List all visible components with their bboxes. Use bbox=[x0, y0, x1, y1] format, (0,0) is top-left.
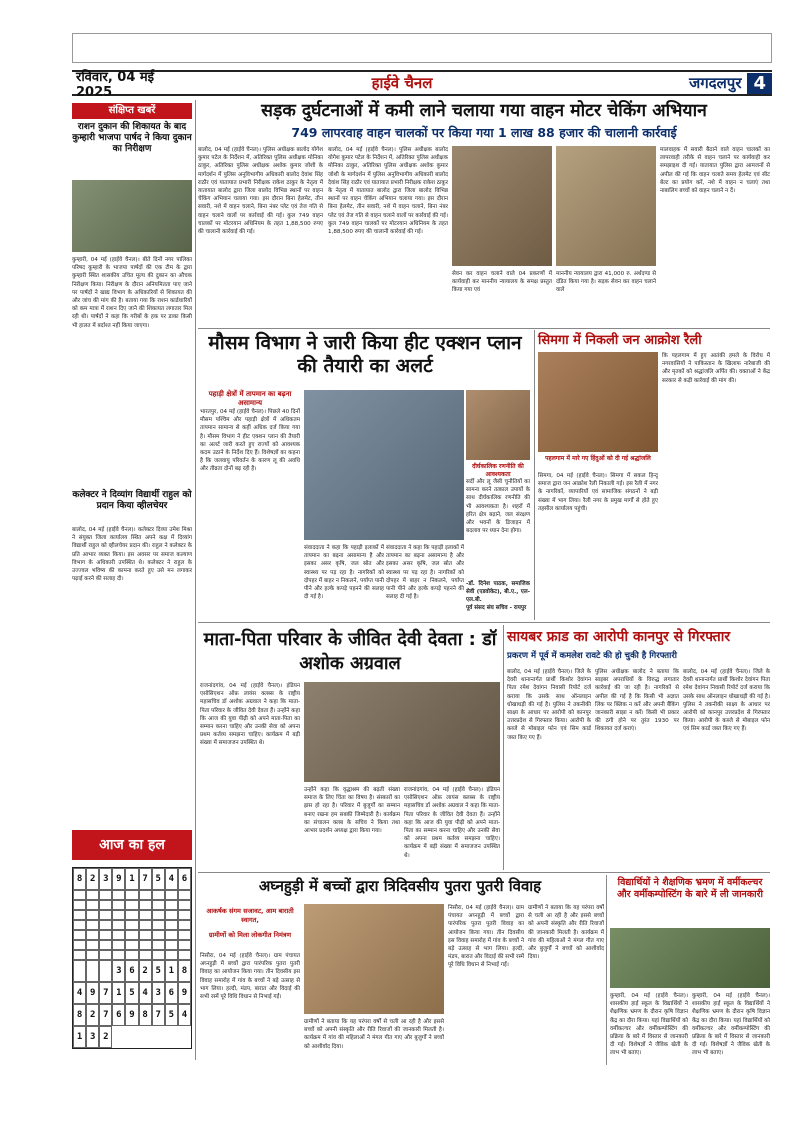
sudoku-cell bbox=[139, 920, 152, 930]
fraud-body-3: बालोद, 04 मई (हाईवे चैनल)। जिले के देवरी थानान्तर्गत प्रार्थी किशोर देवांगन पिता रमेश देवांगन निवासी रिपोर्ट दर्ज कराया कि उसके साथ ऑनलाइन धोखाधड़ी की गई है। पुलिस ने तकनीकी साक्ष्य के आधार पर आरोपी को कानपुर उत्तरप्रदेश से गिरफ्तार किया। आरोपी के कब्जे से मोबाइल फोन एवं सिम कार्ड जब्त किए गए हैं। bbox=[683, 669, 770, 733]
column-divider bbox=[606, 875, 607, 1065]
weather-byline-2: पूर्व संसद संघ सचिव - रायपुर bbox=[466, 605, 527, 611]
wedding-kicker-1: आकर्षक संगम सजावट, आम बाराती स्वागत, bbox=[206, 907, 294, 924]
sudoku-cell bbox=[178, 940, 191, 950]
page-number: 4 bbox=[747, 73, 772, 94]
issue-date: रविवार, 04 मई 2025 bbox=[76, 69, 155, 100]
sudoku-cell: 2 bbox=[139, 960, 152, 982]
sudoku-cell bbox=[139, 910, 152, 920]
sudoku-cell: 2 bbox=[99, 1026, 112, 1048]
sudoku-cell bbox=[152, 890, 165, 900]
sudoku-cell: 9 bbox=[125, 1004, 138, 1026]
sudoku-cell bbox=[73, 950, 86, 960]
sudoku-cell: 4 bbox=[73, 982, 86, 1004]
sudoku-cell bbox=[86, 920, 99, 930]
devi-body: राजनांदगांव, 04 मई (हाईवे चैनल)। इंडियन एसोसिएशन ऑफ़ लायंस क्लब्स के राष्ट्रीय महासचिव डॉ अशोक अग्रवाल ने कहा कि माता-पिता परिवार के जीवित देवी देवता हैं। उन्होंने कहा कि आज की युवा पीढ़ी को अपने माता-पिता का सम्मान करना चाहिए और उनकी सेवा को अपना प्रथम कर्तव्य समझना चाहिए। कार्यक्रम में बड़ी संख्या में समाजजन उपस्थित थे। bbox=[200, 683, 300, 747]
sudoku-cell: 2 bbox=[86, 1004, 99, 1026]
fraud-body: बालोद, 04 मई (हाईवे चैनल)। जिले के देवरी थानान्तर्गत प्रार्थी किशोर देवांगन पिता रमेश देवांगन निवासी रिपोर्ट दर्ज कराया कि उसके साथ ऑनलाइन धोखाधड़ी की गई है। पुलिस ने तकनीकी साक्ष्य के आधार पर आरोपी को कानपुर उत्तरप्रदेश से गिरफ्तार किया। आरोपी के कब्जे से मोबाइल फोन एवं सिम कार्ड जब्त किए गए हैं। bbox=[507, 669, 591, 741]
sudoku-cell bbox=[152, 920, 165, 930]
masthead bbox=[72, 69, 772, 100]
sudoku-cell bbox=[125, 900, 138, 910]
fraud-subheadline: प्रकरण में पूर्व में कमलेश रावटे की हो चुकी है गिरफ्तारी bbox=[507, 651, 677, 661]
sudoku-cell: 1 bbox=[125, 868, 138, 890]
sudoku-cell bbox=[178, 950, 191, 960]
weather-kicker: पहाड़ी क्षेत्रों में तापमान का बढ़ना असामान्य bbox=[208, 390, 292, 407]
sudoku-cell bbox=[112, 920, 125, 930]
sudoku-cell bbox=[165, 890, 178, 900]
weather-body-2: संवाददाता ने कहा कि पहाड़ी इलाकों में तापमान का बढ़ना असामान्य है और इसका असर कृषि, जल स्रोत और स्वास्थ्य पर पड़ रहा है। नागरिकों को दोपहर में बाहर न निकलने, पर्याप्त पानी पीने और हल्के कपड़े पहनने की सलाह दी गई है। bbox=[304, 545, 384, 601]
sudoku-cell: 3 bbox=[112, 960, 125, 982]
sudoku-cell: 8 bbox=[139, 1004, 152, 1026]
rally-headline: सिमगा में निकली जन आक्रोश रैली bbox=[538, 333, 702, 348]
sudoku-cell bbox=[125, 890, 138, 900]
sudoku-cell bbox=[152, 940, 165, 950]
devi-body-2: उन्होंने कहा कि वृद्धाश्रम की बढ़ती संख्या समाज के लिए चिंता का विषय है। संस्कारों का ह्रास हो रहा है। परिवार में बुजुर्गों का सम्मान बनाए रखना हम सबकी जिम्मेदारी है। कार्यक्रम का संचालन क्लब के सचिव ने किया तथा आभार प्रदर्शन अध्यक्ष द्वारा किया गया। bbox=[304, 787, 400, 835]
brief-text-1: कुम्हारी, 04 मई (हाईवे चैनल)। बीते दिनों नगर पालिका परिषद कुम्हारी के भाजपा पार्षदों की एक टीम के द्वारा कुम्हारी स्थित शासकीय उचित मूल्य की दुकान का औचक निरीक्षण किया। निरीक्षण के दौरान अनियमितता पाए जाने पर पार्षदों ने खाद्य विभाग के अधिकारियों से शिकायत की और जांच की मांग की है। बताया गया कि राशन कार्डधारियों को कम मात्रा में राशन दिए जाने की शिकायत लगातार मिल रही थी। पार्षदों ने कहा कि गरीबों के हक पर डाका किसी भी हालत में बर्दाश्त नहीं किया जाएगा। bbox=[72, 257, 192, 329]
sudoku-cell bbox=[99, 930, 112, 940]
sudoku-cell bbox=[139, 940, 152, 950]
students-body-2: कुम्हारी, 04 मई (हाईवे चैनल)। शासकीय हाई स्कूल के विद्यार्थियों ने शैक्षणिक भ्रमण के दौरान कृषि विज्ञान केंद्र का दौरा किया। यहां विद्यार्थियों को वर्मीकल्चर और वर्मीकम्पोस्टिंग की प्रक्रिया के बारे में विस्तार से जानकारी दी गई। विशेषज्ञों ने जैविक खेती के लाभ भी बताए। bbox=[692, 993, 770, 1057]
weather-photo bbox=[304, 390, 464, 540]
sudoku-cell: 6 bbox=[178, 868, 191, 890]
fraud-headline: सायबर फ्राड का आरोपी कानपुर से गिरफ्तार bbox=[507, 629, 731, 645]
sudoku-cell bbox=[73, 960, 86, 982]
sudoku-cell bbox=[125, 920, 138, 930]
fraud-body-2: पुलिस अधीक्षक बालोद ने बताया कि साइबर अपराधियों के विरुद्ध लगातार कार्रवाई की जा रही है। नागरिकों से अपील की गई है कि किसी भी अज्ञात लिंक पर क्लिक न करें और अपनी बैंकिंग जानकारी साझा न करें। किसी भी प्रकार की ठगी होने पर तुरंत 1930 पर शिकायत दर्ज कराएं। bbox=[595, 669, 679, 733]
sudoku-cell: 5 bbox=[125, 982, 138, 1004]
sudoku-cell: 7 bbox=[152, 1004, 165, 1026]
weather-byline: -डॉ. दिनेश पाठक, समाजिक सेवी (एडवोकेट), बी.ए., एल-एल.बी. bbox=[466, 581, 530, 604]
sudoku-cell: 6 bbox=[125, 960, 138, 982]
sudoku-cell bbox=[165, 920, 178, 930]
sudoku-cell: 4 bbox=[178, 1004, 191, 1026]
sudoku-cell: 3 bbox=[86, 1026, 99, 1048]
students-headline: विद्यार्थियों ने शैक्षणिक भ्रमण में वर्मीकल्चर और वर्मीकम्पोस्टिंग के बारे में ली जानकारी bbox=[617, 877, 763, 900]
sudoku-cell bbox=[178, 900, 191, 910]
sudoku-cell: 6 bbox=[112, 1004, 125, 1026]
sudoku-cell: 8 bbox=[73, 868, 86, 890]
students-body: कुम्हारी, 04 मई (हाईवे चैनल)। शासकीय हाई स्कूल के विद्यार्थियों ने शैक्षणिक भ्रमण के दौरान कृषि विज्ञान केंद्र का दौरा किया। यहां विद्यार्थियों को वर्मीकल्चर और वर्मीकम्पोस्टिंग की प्रक्रिया के बारे में विस्तार से जानकारी दी गई। विशेषज्ञों ने जैविक खेती के लाभ भी बताए। bbox=[610, 993, 688, 1057]
rally-photo bbox=[538, 352, 658, 452]
sudoku-cell bbox=[125, 950, 138, 960]
paper-name: हाईवे चैनल bbox=[371, 74, 433, 92]
weather-body: भारतपुर, 04 मई (हाईवे चैनल)। पिछले 40 दिनों मौसम पश्चिम और पहाड़ी क्षेत्रों में अधिकतम तापमान सामान्य से कहीं अधिक दर्ज किया गया है। मौसम विभाग ने हीट एक्शन प्लान की तैयारी का अलर्ट जारी करते हुए राज्यों को आवश्यक कदम उठाने के निर्देश दिए हैं। विशेषज्ञों का कहना है कि जलवायु परिवर्तन के कारण लू की अवधि और तीव्रता दोनों बढ़ रही है। bbox=[200, 409, 300, 473]
sudoku-cell bbox=[86, 910, 99, 920]
sudoku-cell bbox=[139, 890, 152, 900]
section-divider bbox=[198, 622, 770, 623]
wedding-photo bbox=[304, 904, 444, 1014]
lead-subheadline: 749 लापरवाह वाहन चालकों पर किया गया 1 लाख 88 हजार की चालानी कार्रवाई bbox=[291, 125, 677, 140]
students-photo bbox=[610, 928, 770, 988]
column-divider bbox=[195, 100, 196, 1060]
sudoku-cell: 5 bbox=[152, 868, 165, 890]
sudoku-cell bbox=[86, 890, 99, 900]
sudoku-cell bbox=[165, 910, 178, 920]
sudoku-cell: 5 bbox=[152, 960, 165, 982]
weather-body-3: सर्दी और लू जैसी चुनौतियों का सामना करने तत्काल उपायों के साथ दीर्घकालिक रणनीति की भी आवश्यकता है। शहरों में हरित क्षेत्र बढ़ाने, जल संरक्षण और भवनों के डिजाइन में बदलाव पर ध्यान देना होगा। bbox=[466, 479, 530, 535]
sudoku-cell bbox=[178, 920, 191, 930]
sudoku-cell bbox=[99, 920, 112, 930]
sudoku-cell: 8 bbox=[178, 960, 191, 982]
puzzle-header: आज का हल bbox=[72, 830, 192, 860]
sudoku-cell bbox=[73, 890, 86, 900]
sudoku-cell bbox=[99, 950, 112, 960]
sudoku-cell bbox=[86, 930, 99, 940]
rally-body: सिमगा, 04 मई (हाईवे चैनल)। सिमगा में सकल हिन्दू समाज द्वारा जन आक्रोश रैली निकाली गई। इस रैली में नगर के नागरिकों, व्यापारियों एवं सामाजिक संगठनों ने बड़ी संख्या में भाग लिया। रैली नगर के प्रमुख मार्गों से होते हुए तहसील कार्यालय पहुंची। bbox=[538, 473, 658, 512]
sudoku-cell bbox=[112, 890, 125, 900]
sudoku-cell bbox=[73, 930, 86, 940]
lead-caption-2: माननीय न्यायालय द्वारा 41,000 रु. अर्थदण्ड से दंडित किया गया है। सड़क सेवन कर वाहन चलाने वाले bbox=[556, 271, 656, 294]
sudoku-cell bbox=[178, 910, 191, 920]
sudoku-cell bbox=[112, 910, 125, 920]
devi-body-2b: राजनांदगांव, 04 मई (हाईवे चैनल)। इंडियन एसोसिएशन ऑफ़ लायंस क्लब्स के राष्ट्रीय महासचिव डॉ अशोक अग्रवाल ने कहा कि माता-पिता परिवार के जीवित देवी देवता हैं। उन्होंने कहा कि आज की युवा पीढ़ी को अपने माता-पिता का सम्मान करना चाहिए और उनकी सेवा को अपना प्रथम कर्तव्य समझना चाहिए। कार्यक्रम में बड़ी संख्या में समाजजन उपस्थित थे। bbox=[404, 787, 500, 859]
weather-body-2b: संवाददाता ने कहा कि पहाड़ी इलाकों में तापमान का बढ़ना असामान्य है और इसका असर कृषि, जल स्रोत और स्वास्थ्य पर पड़ रहा है। नागरिकों को दोपहर में बाहर न निकलने, पर्याप्त पानी पीने और हल्के कपड़े पहनने की सलाह दी गई है। bbox=[386, 545, 464, 601]
sudoku-cell: 7 bbox=[99, 982, 112, 1004]
sudoku-cell bbox=[125, 910, 138, 920]
sudoku-cell bbox=[99, 910, 112, 920]
sudoku-cell bbox=[99, 940, 112, 950]
weather-side-kicker: दीर्घकालिक रणनीति की आवश्यकता bbox=[472, 463, 524, 478]
sudoku-cell bbox=[139, 950, 152, 960]
wedding-body-4: ग्रामीणों ने बताया कि यह परंपरा वर्षों से चली आ रही है और इससे बच्चों को अपनी संस्कृति और रीति रिवाजों की जानकारी मिलती है। कार्यक्रम में गांव की महिलाओं ने मंगल गीत गाए और बुजुर्गों ने बच्चों को आशीर्वाद दिया। bbox=[528, 905, 604, 961]
sudoku-cell bbox=[125, 930, 138, 940]
sudoku-cell bbox=[99, 890, 112, 900]
section-divider bbox=[198, 328, 770, 329]
column-divider bbox=[503, 625, 504, 870]
sudoku-grid bbox=[72, 867, 192, 1049]
sudoku-cell bbox=[152, 900, 165, 910]
sudoku-cell: 9 bbox=[86, 982, 99, 1004]
sudoku-cell bbox=[86, 940, 99, 950]
sudoku-cell bbox=[73, 920, 86, 930]
weather-headline: मौसम विभाग ने जारी किया हीट एक्शन प्लान की तैयारी का अलर्ट bbox=[208, 332, 522, 377]
section-divider bbox=[198, 872, 770, 873]
sudoku-cell: 8 bbox=[73, 1004, 86, 1026]
sudoku-cell bbox=[73, 940, 86, 950]
sudoku-cell bbox=[165, 930, 178, 940]
sudoku-cell: 9 bbox=[112, 868, 125, 890]
sudoku-cell bbox=[165, 900, 178, 910]
lead-photo-2 bbox=[556, 146, 656, 266]
sudoku-cell: 7 bbox=[99, 1004, 112, 1026]
sudoku-cell bbox=[73, 910, 86, 920]
sudoku-cell: 5 bbox=[165, 1004, 178, 1026]
lead-right-column: मालवाहक में सवारी बैठाने वाले वाहन चालकों का लापरवाही तरीके से वाहन चलाने पर कार्यवाही कर समझाइश दी गई। यातायात पुलिस द्वारा आमजनों से अपील की गई कि वाहन चलाते समय हेलमेट एवं सीट बेल्ट का प्रयोग करें, नशे में वाहन न चलाएं तथा नाबालिग बच्चों को वाहन चलाने न दें। bbox=[660, 147, 770, 195]
weather-photo-2 bbox=[466, 390, 530, 460]
lead-caption-1: सेवन कर वाहन चलाने वाले 04 प्रकरणों में कार्यवाही कर माननीय न्यायालय के समक्ष प्रस्तुत किया गया एवं bbox=[452, 271, 552, 294]
sudoku-cell bbox=[139, 930, 152, 940]
wedding-body-3: निसौरा, 04 मई (हाईवे चैनल)। ग्राम पंचायत अघ्नहुड़ी में बच्चों द्वारा पारंपरिक पुतरा पुतरी विवाह का आयोजन किया गया। तीन दिवसीय इस विवाह समारोह में गांव के बच्चों ने बड़े उत्साह से भाग लिया। हल्दी, मंडप, बारात और विदाई की सभी रस्में पूरे विधि विधान से निभाई गईं। bbox=[448, 905, 524, 969]
sudoku-cell: 9 bbox=[178, 982, 191, 1004]
briefs-header: संक्षिप्त खबरें bbox=[72, 103, 192, 119]
rally-side: कि पहलगाम में हुए आतंकी हमले के विरोध में नगरवासियों ने पाकिस्तान के खिलाफ नारेबाजी की और मृतकों को श्रद्धांजलि अर्पित की। वक्ताओं ने केंद्र सरकार से कड़ी कार्रवाई की मांग की। bbox=[662, 353, 770, 384]
sudoku-cell bbox=[112, 940, 125, 950]
sudoku-cell bbox=[112, 930, 125, 940]
lead-photo-1 bbox=[452, 146, 552, 266]
sudoku-cell: 3 bbox=[99, 868, 112, 890]
rally-caption: पहलगाम में मारे गए हिंदुओं को दी गई श्रद्धांजलि bbox=[545, 455, 651, 462]
sudoku-cell bbox=[112, 950, 125, 960]
column-divider bbox=[534, 330, 535, 620]
sudoku-cell: 2 bbox=[86, 868, 99, 890]
sudoku-cell bbox=[99, 960, 112, 982]
sudoku-cell bbox=[73, 900, 86, 910]
wedding-headline: अघ्नहुड़ी में बच्चों द्वारा त्रिदिवसीय पुतरा पुतरी विवाह bbox=[258, 877, 542, 895]
sudoku-cell bbox=[152, 910, 165, 920]
brief-headline-1: राशन दुकान की शिकायत के बाद कुम्हारी भाजपा पार्षद ने किया दुकान का निरीक्षण bbox=[72, 122, 192, 154]
sudoku-cell bbox=[99, 900, 112, 910]
city-name: जगदलपुर bbox=[689, 74, 742, 92]
lead-body: बालोद, 04 मई (हाईवे चैनल)। पुलिस अधीक्षक बालोद योगेश कुमार पटेल के निर्देशन में, अतिरिक्त पुलिस अधीक्षक मोनिका ठाकुर, अतिरिक्त पुलिस अधीक्षक अशोक कुमार जोशी के मार्गदर्शन में पुलिस अनुविभागीय अधिकारी बालोद देवांश सिंह राठौर एवं यातायात प्रभारी निरीक्षक राकेश ठाकुर के नेतृत्व में यातायात बालोद द्वारा जिला बालोद विभिन्न स्थानों पर वाहन चेकिंग अभियान चलाया गया। इस दौरान बिना हेलमेट, तीन सवारी, नशे में वाहन चलाने, बिना नंबर प्लेट एवं तेज गति से वाहन चलाने वालों पर कार्रवाई की गई। कुल 749 वाहन चालकों पर मोटरयान अधिनियम के तहत 1,88,500 रुपए की चालानी कार्रवाई की गई। bbox=[198, 147, 323, 236]
sudoku-cell: 4 bbox=[165, 868, 178, 890]
sudoku-cell: 6 bbox=[165, 982, 178, 1004]
sudoku-cell: 1 bbox=[73, 1026, 86, 1048]
sudoku-cell: 7 bbox=[139, 868, 152, 890]
sudoku-cell bbox=[86, 900, 99, 910]
sudoku-cell bbox=[139, 900, 152, 910]
sudoku-cell bbox=[165, 940, 178, 950]
brief-headline-2: कलेक्टर ने दिव्यांग विद्यार्थी राहुल को प्रदान किया व्हीलचेयर bbox=[72, 490, 192, 511]
lead-headline: सड़क दुर्घटनाओं में कमी लाने चलाया गया वाहन मोटर चेकिंग अभियान bbox=[261, 101, 707, 121]
sudoku-cell bbox=[165, 950, 178, 960]
brief-text-2: बालोद, 04 मई (हाईवे चैनल)। कलेक्टर दिव्या उमेश मिश्रा ने संयुक्त जिला कार्यालय स्थित अपने कक्ष में दिव्यांग विद्यार्थी राहुल को व्हीलचेयर प्रदान की। राहुल ने कलेक्टर के प्रति आभार व्यक्त किया। इस अवसर पर समाज कल्याण विभाग के अधिकारी उपस्थित थे। कलेक्टर ने राहुल के उज्ज्वल भविष्य की कामना करते हुए उसे मन लगाकर पढ़ाई करने की सलाह दी। bbox=[72, 527, 192, 583]
wedding-body-2: ग्रामीणों ने बताया कि यह परंपरा वर्षों से चली आ रही है और इससे बच्चों को अपनी संस्कृति और रीति रिवाजों की जानकारी मिलती है। कार्यक्रम में गांव की महिलाओं ने मंगल गीत गाए और बुजुर्गों ने बच्चों को आशीर्वाद दिया। bbox=[304, 1019, 444, 1050]
sudoku-cell bbox=[112, 900, 125, 910]
sudoku-cell bbox=[178, 890, 191, 900]
devi-headline: माता-पिता परिवार के जीवित देवी देवता : डॉ अशोक अग्रवाल bbox=[203, 629, 497, 674]
wedding-body: निसौरा, 04 मई (हाईवे चैनल)। ग्राम पंचायत अघ्नहुड़ी में बच्चों द्वारा पारंपरिक पुतरा पुतरी विवाह का आयोजन किया गया। तीन दिवसीय इस विवाह समारोह में गांव के बच्चों ने बड़े उत्साह से भाग लिया। हल्दी, मंडप, बारात और विदाई की सभी रस्में पूरे विधि विधान से निभाई गईं। bbox=[200, 953, 300, 1001]
sudoku-cell bbox=[86, 950, 99, 960]
sudoku-cell: 3 bbox=[152, 982, 165, 1004]
wedding-kicker-2: ग्रामीणों को मिला लोकगीत निमंत्रण bbox=[208, 931, 292, 939]
sudoku-cell bbox=[125, 940, 138, 950]
edition-city bbox=[622, 73, 772, 94]
sudoku-cell bbox=[152, 930, 165, 940]
sudoku-cell bbox=[152, 950, 165, 960]
sudoku-cell bbox=[86, 960, 99, 982]
sudoku-cell: 1 bbox=[112, 982, 125, 1004]
sudoku-cell bbox=[178, 930, 191, 940]
top-banner-box bbox=[72, 33, 772, 63]
sudoku-cell: 1 bbox=[165, 960, 178, 982]
lead-body-cont: बालोद, 04 मई (हाईवे चैनल)। पुलिस अधीक्षक बालोद योगेश कुमार पटेल के निर्देशन में, अतिरिक्त पुलिस अधीक्षक मोनिका ठाकुर, अतिरिक्त पुलिस अधीक्षक अशोक कुमार जोशी के मार्गदर्शन में पुलिस अनुविभागीय अधिकारी बालोद देवांश सिंह राठौर एवं यातायात प्रभारी निरीक्षक राकेश ठाकुर के नेतृत्व में यातायात बालोद द्वारा जिला बालोद विभिन्न स्थानों पर वाहन चेकिंग अभियान चलाया गया। इस दौरान बिना हेलमेट, तीन सवारी, नशे में वाहन चलाने, बिना नंबर प्लेट एवं तेज गति से वाहन चलाने वालों पर कार्रवाई की गई। कुल 749 वाहन चालकों पर मोटरयान अधिनियम के तहत 1,88,500 रुपए की चालानी कार्रवाई की गई। bbox=[328, 147, 448, 236]
brief-photo-1 bbox=[72, 180, 192, 252]
sudoku-cell: 4 bbox=[139, 982, 152, 1004]
devi-photo bbox=[304, 682, 500, 782]
